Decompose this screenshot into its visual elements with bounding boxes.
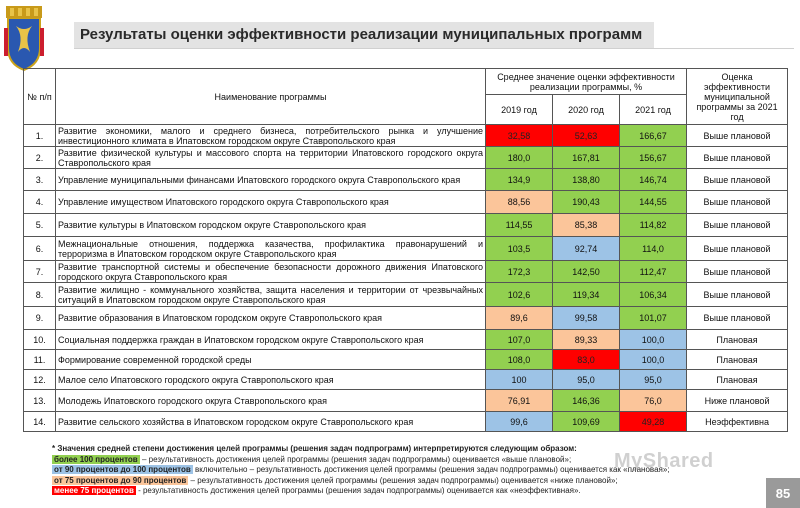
value-2021: 101,07 <box>620 307 687 330</box>
row-num: 6. <box>24 237 56 261</box>
note-highlight: от 75 процентов до 90 процентов <box>54 475 187 485</box>
title-divider <box>74 48 794 49</box>
row-name: Молодежь Ипатовского городского округа Ставропольского края <box>56 390 486 412</box>
note-text: включительно – результативность достижения целей программы (решения задач подпрограммы) оценивается как «плановая»; <box>192 465 670 474</box>
row-num: 4. <box>24 191 56 214</box>
value-2019: 103,5 <box>486 237 553 261</box>
notes-heading: * Значения средней степени достижения целей программы (решения задач подпрограмм) интерпретируются следующим образом: <box>52 444 577 453</box>
row-name: Развитие образования в Ипатовском городском округе Ставропольского края <box>56 307 486 330</box>
row-result: Неэффективна <box>687 412 788 432</box>
value-2020: 95,0 <box>553 370 620 390</box>
row-num: 14. <box>24 412 56 432</box>
row-name: Развитие культуры в Ипатовском городском округе Ставропольского края <box>56 214 486 237</box>
row-name: Развитие жилищно - коммунального хозяйства, защита населения и территории от чрезвычайных ситуаций в Ипатовском городском округе Ставропольского края <box>56 283 486 307</box>
row-result: Выше плановой <box>687 169 788 191</box>
value-2020: 52,63 <box>553 125 620 147</box>
value-2020: 85,38 <box>553 214 620 237</box>
value-2021: 114,0 <box>620 237 687 261</box>
row-result: Выше плановой <box>687 261 788 283</box>
row-result: Выше плановой <box>687 283 788 307</box>
page-title: Результаты оценки эффективности реализации муниципальных программ <box>80 26 643 43</box>
programs-table <box>23 68 788 432</box>
row-result: Выше плановой <box>687 307 788 330</box>
note-highlight: менее 75 процентов <box>54 486 134 495</box>
value-2021: 100,0 <box>620 330 687 350</box>
row-result: Плановая <box>687 370 788 390</box>
row-num: 7. <box>24 261 56 283</box>
table-row <box>24 350 788 370</box>
value-2019: 107,0 <box>486 330 553 350</box>
value-2021: 112,47 <box>620 261 687 283</box>
value-2019: 180,0 <box>486 147 553 169</box>
value-2019: 172,3 <box>486 261 553 283</box>
row-name: Развитие транспортной системы и обеспечение безопасности дорожного движения Ипатовского городского округа Ставропольского края <box>56 261 486 283</box>
note-text: - результативность достижения целей программы (решения задач подпрограммы) оценивается как «неэффективная». <box>135 486 581 495</box>
row-num: 13. <box>24 390 56 412</box>
row-result: Выше плановой <box>687 237 788 261</box>
row-name: Управление муниципальными финансами Ипатовского городского округа Ставропольского края <box>56 169 486 191</box>
value-2021: 166,67 <box>620 125 687 147</box>
value-2020: 92,74 <box>553 237 620 261</box>
table-row <box>24 390 788 412</box>
value-2021: 95,0 <box>620 370 687 390</box>
note-below-plan <box>52 476 752 487</box>
header-eval: Оценка эффективности муниципальной программы за 2021 год <box>687 69 788 125</box>
value-2021: 156,67 <box>620 147 687 169</box>
row-result: Плановая <box>687 350 788 370</box>
value-2020: 142,50 <box>553 261 620 283</box>
row-name: Развитие сельского хозяйства в Ипатовском городском округе Ставропольского края <box>56 412 486 432</box>
header-avg-group: Среднее значение оценки эффективности реализации программы, % <box>486 69 687 95</box>
row-name: Развитие физической культуры и массового спорта на территории Ипатовского городского округа Ставропольского края <box>56 147 486 169</box>
coat-of-arms-icon <box>4 4 44 74</box>
value-2020: 89,33 <box>553 330 620 350</box>
value-2019: 114,55 <box>486 214 553 237</box>
value-2019: 88,56 <box>486 191 553 214</box>
value-2021: 76,0 <box>620 390 687 412</box>
page-number: 85 <box>766 478 800 508</box>
row-name: Межнациональные отношения, поддержка казачества, профилактика правонарушений и терроризма в Ипатовском городском округе Ставропольского края <box>56 237 486 261</box>
value-2021: 106,34 <box>620 283 687 307</box>
row-num: 10. <box>24 330 56 350</box>
value-2021: 100,0 <box>620 350 687 370</box>
value-2019: 89,6 <box>486 307 553 330</box>
row-result: Выше плановой <box>687 191 788 214</box>
table-row <box>24 169 788 191</box>
table-row <box>24 214 788 237</box>
row-name: Социальная поддержка граждан в Ипатовском городском округе Ставропольского края <box>56 330 486 350</box>
row-num: 2. <box>24 147 56 169</box>
row-name: Развитие экономики, малого и среднего бизнеса, потребительского рынка и улучшение инвестиционного климата в Ипатовском городском округе Ставропольского края <box>56 125 486 147</box>
watermark: MyShared <box>614 450 714 472</box>
header-num: № п/п <box>24 69 56 125</box>
row-num: 8. <box>24 283 56 307</box>
value-2019: 108,0 <box>486 350 553 370</box>
row-num: 1. <box>24 125 56 147</box>
value-2020: 138,80 <box>553 169 620 191</box>
table-row <box>24 125 788 147</box>
value-2019: 99,6 <box>486 412 553 432</box>
table-row <box>24 307 788 330</box>
title-bar <box>74 22 654 49</box>
value-2021: 114,82 <box>620 214 687 237</box>
value-2019: 134,9 <box>486 169 553 191</box>
row-num: 11. <box>24 350 56 370</box>
header-2019: 2019 год <box>486 95 553 125</box>
row-name: Формирование современной городской среды <box>56 350 486 370</box>
table-row <box>24 147 788 169</box>
row-num: 3. <box>24 169 56 191</box>
value-2020: 146,36 <box>553 390 620 412</box>
table-row <box>24 261 788 283</box>
row-result: Ниже плановой <box>687 390 788 412</box>
value-2020: 167,81 <box>553 147 620 169</box>
value-2021: 146,74 <box>620 169 687 191</box>
row-num: 5. <box>24 214 56 237</box>
row-num: 9. <box>24 307 56 330</box>
table-row <box>24 237 788 261</box>
header-2021: 2021 год <box>620 95 687 125</box>
row-name: Малое село Ипатовского городского округа Ставропольского края <box>56 370 486 390</box>
row-num: 12. <box>24 370 56 390</box>
value-2019: 76,91 <box>486 390 553 412</box>
header-name: Наименование программы <box>56 69 486 125</box>
row-name: Управление имуществом Ипатовского городского округа Ставропольского края <box>56 191 486 214</box>
note-text: – результативность достижения целей программы (решения задач подпрограммы) оценивается «выше плановой»; <box>139 454 572 464</box>
value-2020: 190,43 <box>553 191 620 214</box>
note-highlight: более 100 процентов <box>54 454 138 464</box>
value-2019: 102,6 <box>486 283 553 307</box>
row-result: Выше плановой <box>687 214 788 237</box>
value-2021: 49,28 <box>620 412 687 432</box>
note-text: – результативность достижения целей программы (решения задач подпрограммы) оценивается «ниже плановой»; <box>188 475 618 485</box>
header-2020: 2020 год <box>553 95 620 125</box>
row-result: Выше плановой <box>687 125 788 147</box>
table-row <box>24 412 788 432</box>
note-ineffective <box>52 486 752 497</box>
note-highlight: от 90 процентов до 100 процентов <box>54 465 191 474</box>
value-2019: 32,58 <box>486 125 553 147</box>
table-row <box>24 191 788 214</box>
table-row <box>24 283 788 307</box>
value-2021: 144,55 <box>620 191 687 214</box>
table-row <box>24 370 788 390</box>
value-2020: 83,0 <box>553 350 620 370</box>
row-result: Выше плановой <box>687 147 788 169</box>
value-2019: 100 <box>486 370 553 390</box>
row-result: Плановая <box>687 330 788 350</box>
value-2020: 119,34 <box>553 283 620 307</box>
value-2020: 99,58 <box>553 307 620 330</box>
value-2020: 109,69 <box>553 412 620 432</box>
table-row <box>24 330 788 350</box>
